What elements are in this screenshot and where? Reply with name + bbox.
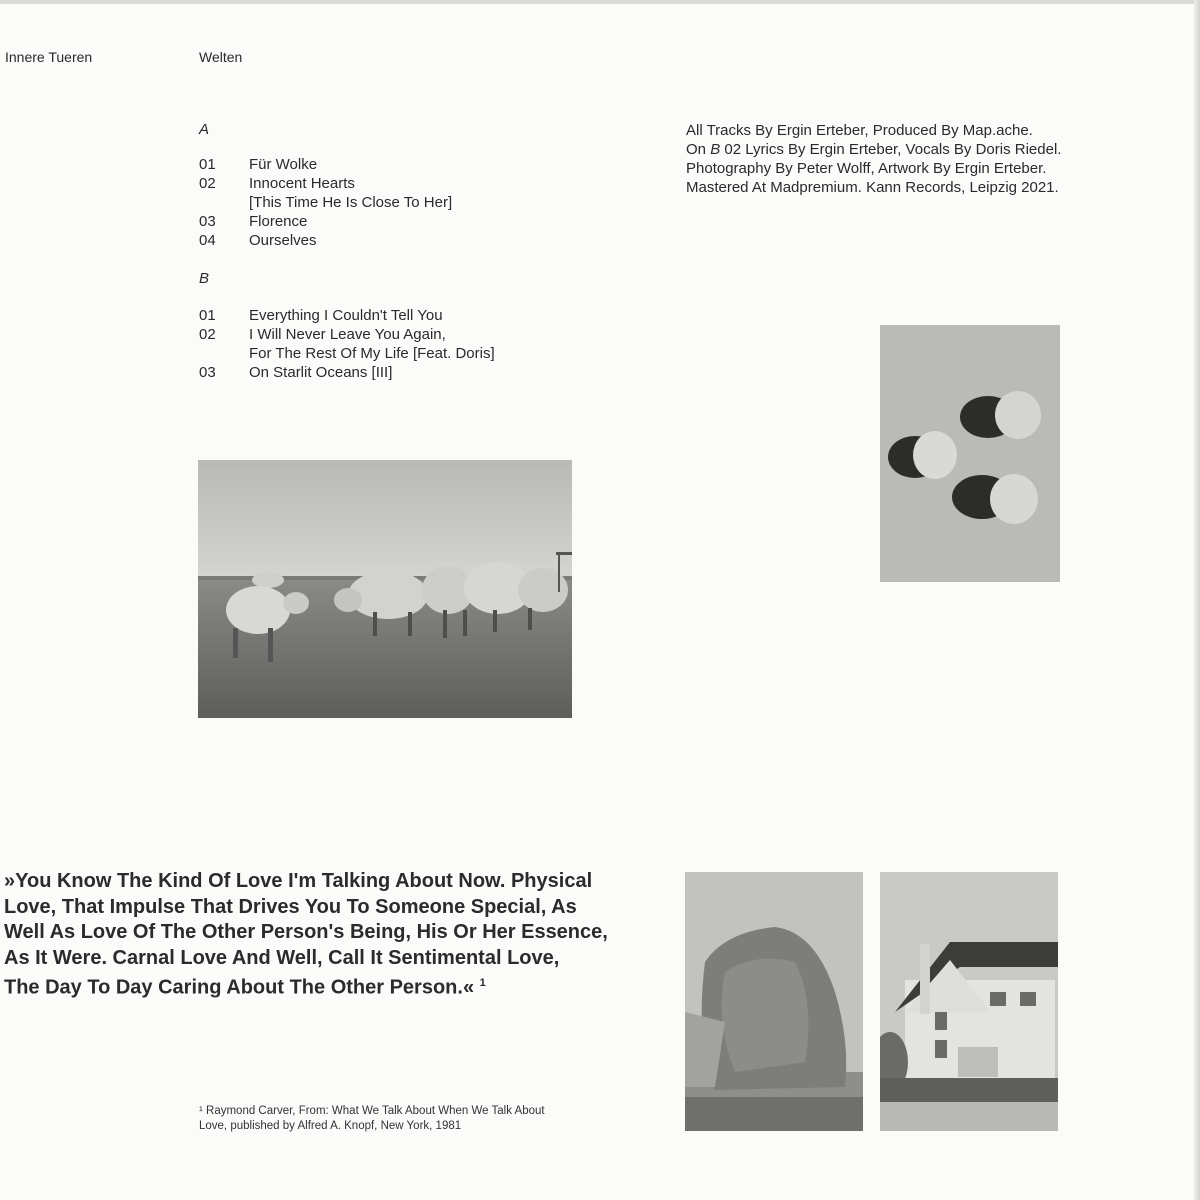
- track-subtitle: [This Time He Is Close To Her]: [249, 194, 453, 211]
- track-title: Für Wolke: [249, 156, 318, 173]
- quote-line: The Day To Day Caring About The Other Person.« $^1$: [4, 976, 486, 999]
- footnote-marker: 1: [479, 977, 486, 989]
- sleeve-top-edge: [0, 0, 1200, 4]
- credits-line: Photography By Peter Wolff, Artwork By Ergin Erteber.: [686, 160, 1047, 177]
- side-b-label: B: [199, 270, 210, 287]
- track-subtitle: For The Rest Of My Life [Feat. Doris]: [249, 345, 495, 362]
- eggs-photo: [880, 325, 1060, 582]
- credits-line: All Tracks By Ergin Erteber, Produced By Map.ache.: [686, 122, 1033, 139]
- credits-block: [686, 121, 1061, 197]
- track-title: On Starlit Oceans [III]: [249, 364, 393, 381]
- sheep-photo: [198, 460, 572, 718]
- track-title: I Will Never Leave You Again,: [249, 326, 446, 343]
- track-number: 04: [199, 232, 216, 249]
- sleeve-right-edge: [1194, 0, 1200, 1200]
- track-number: 03: [199, 364, 216, 381]
- album-title: Welten: [199, 49, 243, 65]
- track-title: Florence: [249, 213, 308, 230]
- credits-side-ref: B: [710, 141, 721, 158]
- track-number: 01: [199, 307, 216, 324]
- track-title: Ourselves: [249, 232, 317, 249]
- artist-name: Innere Tueren: [5, 49, 93, 65]
- credits-line: On B 02 Lyrics By Ergin Erteber, Vocals By Doris Riedel.: [686, 141, 1062, 158]
- quote-line: Well As Love Of The Other Person's Being, His Or Her Essence,: [4, 921, 608, 943]
- footnote-line: Love, published by Alfred A. Knopf, New York, 1981: [199, 1120, 462, 1132]
- quote-line: As It Were. Carnal Love And Well, Call It Sentimental Love,: [4, 946, 560, 969]
- footnote-line: ¹ Raymond Carver, From: What We Talk About When We Talk About: [199, 1105, 545, 1117]
- track-number: 02: [199, 175, 216, 192]
- quote-line: Love, That Impulse That Drives You To Someone Special, As: [4, 895, 577, 918]
- house-photo: [880, 872, 1058, 1131]
- credits-line: Mastered At Madpremium. Kann Records, Leipzig 2021.: [686, 179, 1059, 196]
- footnote: [199, 1104, 545, 1134]
- track-title: Innocent Hearts: [249, 175, 355, 192]
- rock-photo: [685, 872, 863, 1131]
- track-number: 02: [199, 326, 216, 343]
- track-number: 03: [199, 213, 216, 230]
- carver-quote: [4, 869, 608, 1001]
- track-number: 01: [199, 156, 216, 173]
- track-title: Everything I Couldn't Tell You: [249, 307, 443, 324]
- side-a-label: A: [199, 121, 210, 138]
- quote-line: »You Know The Kind Of Love I'm Talking About Now. Physical: [4, 870, 593, 892]
